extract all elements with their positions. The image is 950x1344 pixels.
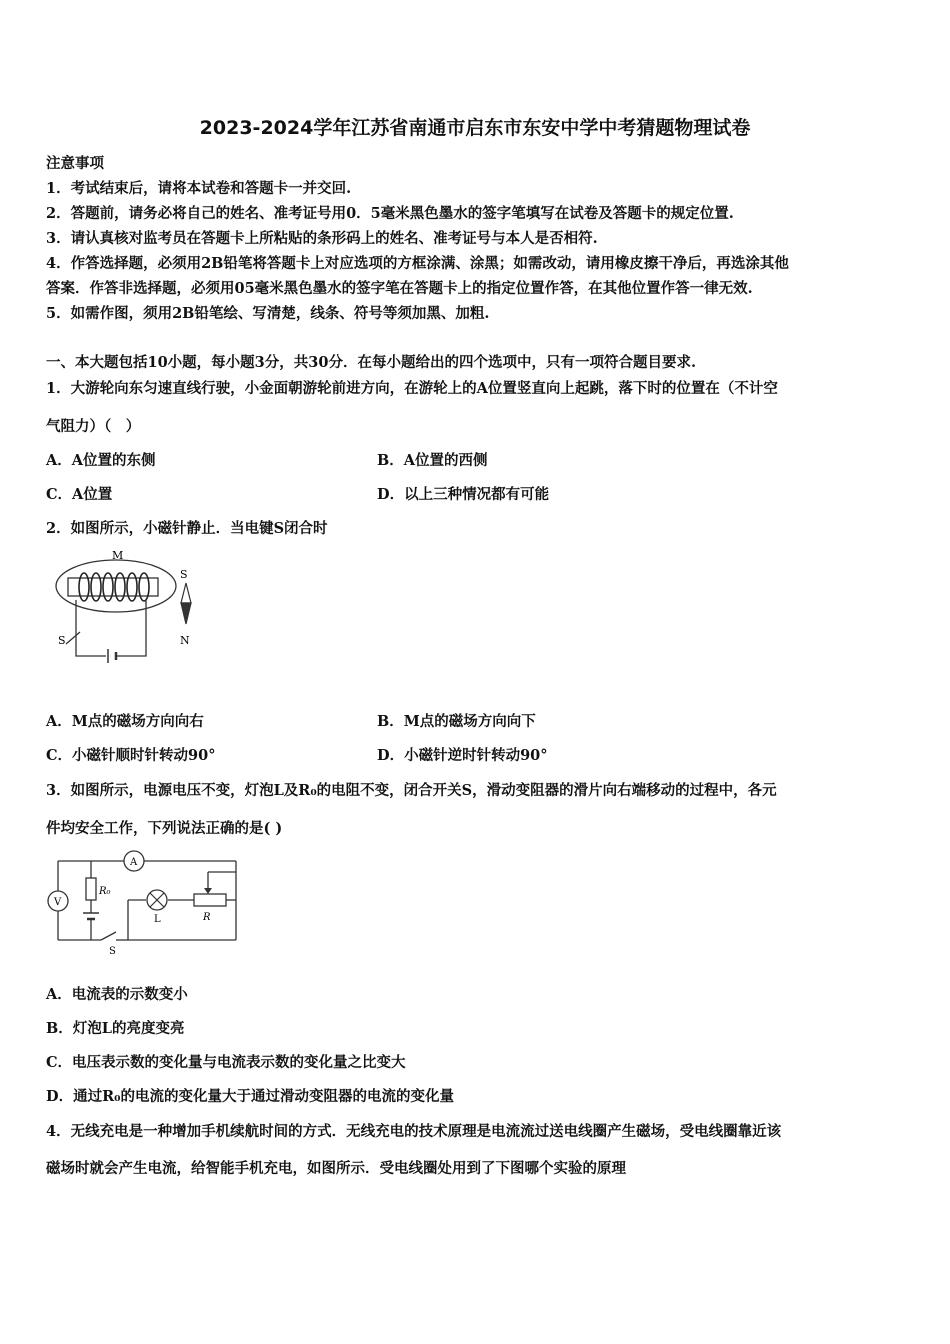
section-heading: 一、本大题包括10小题，每小题3分，共30分．在每小题给出的四个选项中，只有一项符合题目要求. (46, 354, 696, 371)
q1-option-c: C．A位置 (46, 486, 113, 503)
label-m: M (112, 549, 124, 562)
q1-option-a: A．A位置的东侧 (46, 452, 156, 469)
page-title: 2023-2024学年江苏省南通市启东市东安中学中考猜题物理试卷 (199, 117, 751, 139)
label-n-pole: N (180, 634, 190, 647)
q1-option-d: D．以上三种情况都有可能 (377, 486, 550, 503)
label-rheostat: R (203, 912, 211, 923)
question-3-stem: 3．如图所示，电源电压不变，灯泡L及R₀的电阻不变，闭合开关S，滑动变阻器的滑片向右端移动的过程中，各元 (46, 782, 777, 799)
notice-item: 4．作答选择题，必须用2B铅笔将答题卡上对应选项的方框涂满、涂黑；如需改动，请用橡皮擦干净后，再选涂其他 (46, 255, 789, 272)
label-voltmeter: V (54, 897, 62, 908)
q3-option-d: D．通过R₀的电流的变化量大于通过滑动变阻器的电流的变化量 (46, 1088, 454, 1105)
question-2-stem: 2．如图所示，小磁针静止．当电键S闭合时 (46, 520, 328, 537)
q2-option-c: C．小磁针顺时针转动90° (46, 747, 216, 764)
notice-item: 1．考试结束后，请将本试卷和答题卡一并交回. (46, 180, 352, 197)
notice-heading: 注意事项 (46, 155, 104, 172)
question-1-stem: 1．大游轮向东匀速直线行驶，小金面朝游轮前进方向，在游轮上的A位置竖直向上起跳，落下时的位置在（不计空 (46, 380, 778, 397)
q2-option-d: D．小磁针逆时针转动90° (377, 747, 548, 764)
label-switch: S (58, 634, 66, 647)
q2-option-a: A．M点的磁场方向向右 (46, 713, 204, 730)
question-4-stem: 4．无线充电是一种增加手机续航时间的方式．无线充电的技术原理是电流流过送电线圈产生磁场，受电线圈靠近该 (46, 1123, 782, 1140)
solenoid-figure (46, 548, 216, 668)
label-s-pole: S (180, 568, 188, 581)
notice-item: 答案．作答非选择题，必须用05毫米黑色墨水的签字笔在答题卡上的指定位置作答，在其他位置作答一律无效. (46, 280, 753, 297)
notice-item: 3．请认真核对监考员在答题卡上所粘贴的条形码上的姓名、准考证号与本人是否相符. (46, 230, 598, 247)
label-switch-s: S (109, 946, 116, 957)
q3-option-c: C．电压表示数的变化量与电流表示数的变化量之比变大 (46, 1054, 406, 1071)
q2-option-b: B．M点的磁场方向向下 (377, 713, 536, 730)
label-r0: R₀ (99, 886, 111, 897)
label-lamp: L (154, 914, 161, 925)
circuit-figure (46, 848, 246, 960)
question-3-stem-cont: 件均安全工作，下列说法正确的是( ) (46, 820, 283, 837)
q3-option-b: B．灯泡L的亮度变亮 (46, 1020, 185, 1037)
notice-item: 5．如需作图，须用2B铅笔绘、写清楚，线条、符号等须加黑、加粗. (46, 305, 490, 322)
question-1-stem-cont: 气阻力）（ ） (46, 418, 141, 435)
q1-option-b: B．A位置的西侧 (377, 452, 488, 469)
notice-item: 2．答题前，请务必将自己的姓名、准考证号用0．5毫米黑色墨水的签字笔填写在试卷及答题卡的规定位置. (46, 205, 734, 222)
label-ammeter: A (130, 857, 138, 868)
q3-option-a: A．电流表的示数变小 (46, 986, 188, 1003)
question-4-stem-cont: 磁场时就会产生电流，给智能手机充电，如图所示．受电线圈处用到了下图哪个实验的原理 (46, 1160, 626, 1177)
